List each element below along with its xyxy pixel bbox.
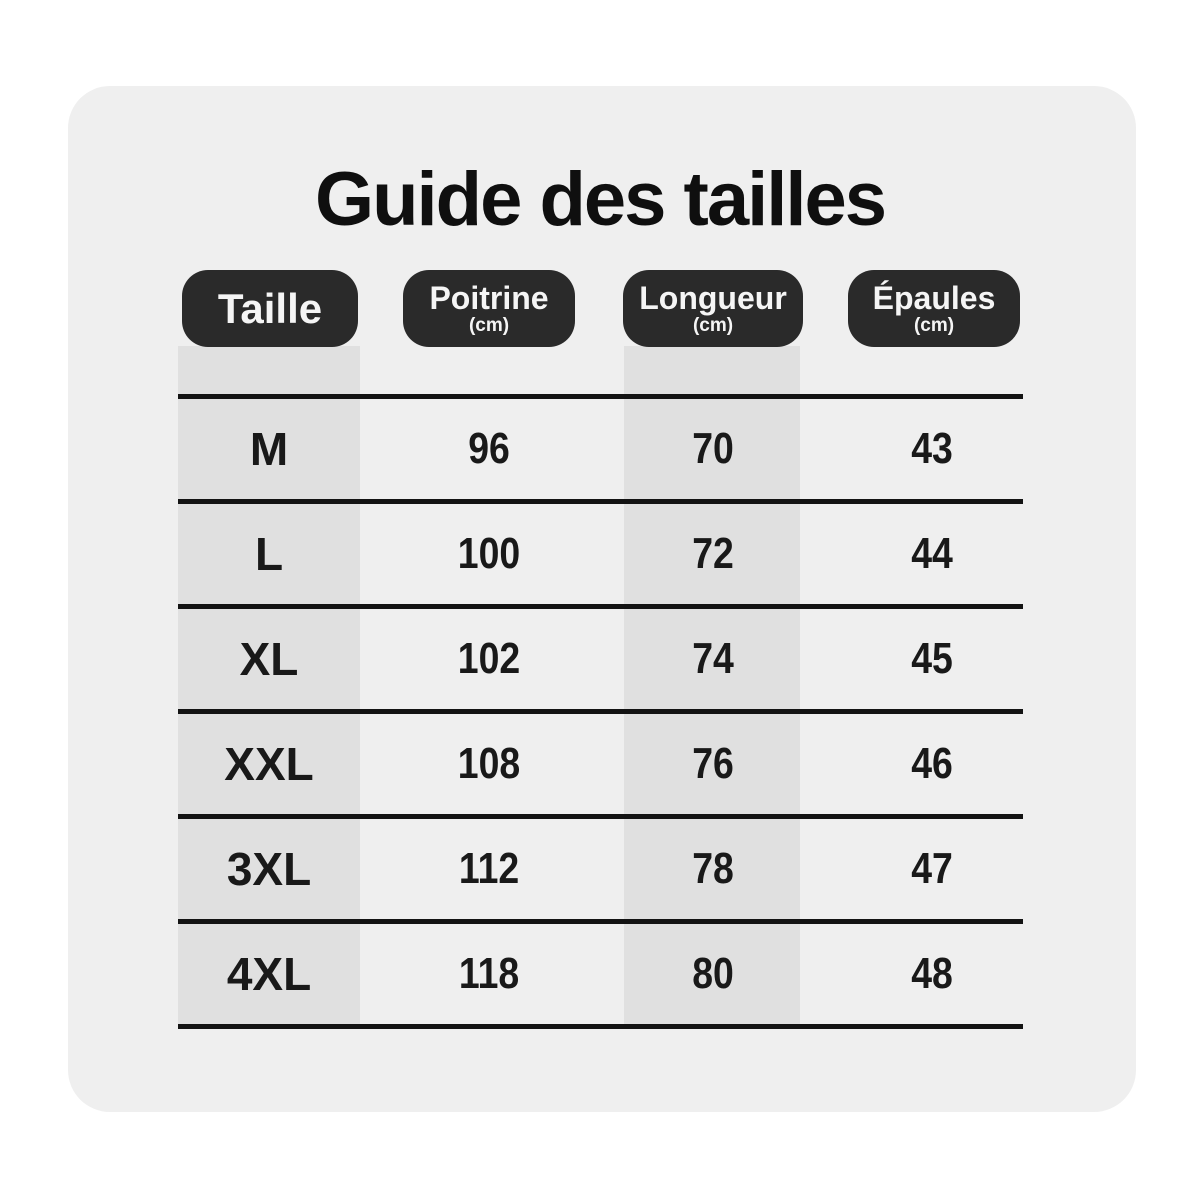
longueur-value: 74 [692,634,734,683]
poitrine-value: 112 [458,844,520,893]
size-cell: XXL [224,738,314,790]
epaules-value: 46 [911,739,953,788]
column-header-label: Poitrine [429,280,549,317]
size-table [178,394,1023,1029]
poitrine-value: 100 [457,529,521,578]
size-cell: 3XL [226,843,312,895]
epaules-value: 44 [911,529,953,578]
size-cell: XL [239,633,299,685]
table-row-xl [178,609,1023,714]
poitrine-value: 102 [457,634,521,683]
table-row-xxl [178,714,1023,819]
table-row-m [178,399,1023,504]
size-cell: L [254,528,284,580]
column-header-unit: (cm) [468,314,510,336]
size-cell: M [249,423,289,475]
column-header-label: Longueur [639,280,787,317]
poitrine-value: 96 [468,424,510,473]
table-row-4xl [178,924,1023,1029]
column-header-longueur [623,270,803,347]
epaules-value: 43 [911,424,953,473]
longueur-value: 76 [692,739,734,788]
poitrine-value: 118 [458,949,520,998]
column-header-label: Taille [217,284,323,332]
page-title: Guide des tailles [315,157,885,242]
epaules-value: 47 [911,844,953,893]
column-header-epaules [848,270,1020,347]
epaules-value: 45 [911,634,953,683]
epaules-value: 48 [911,949,953,998]
column-header-unit: (cm) [913,314,955,336]
column-header-label: Épaules [872,280,996,317]
table-row-3xl [178,819,1023,924]
size-cell: 4XL [226,948,312,1000]
table-row-l [178,504,1023,609]
column-header-taille [182,270,358,347]
column-header-poitrine [403,270,575,347]
longueur-value: 78 [692,844,734,893]
longueur-value: 80 [692,949,734,998]
longueur-value: 70 [692,424,734,473]
poitrine-value: 108 [457,739,521,788]
longueur-value: 72 [692,529,734,578]
column-header-unit: (cm) [692,314,734,336]
